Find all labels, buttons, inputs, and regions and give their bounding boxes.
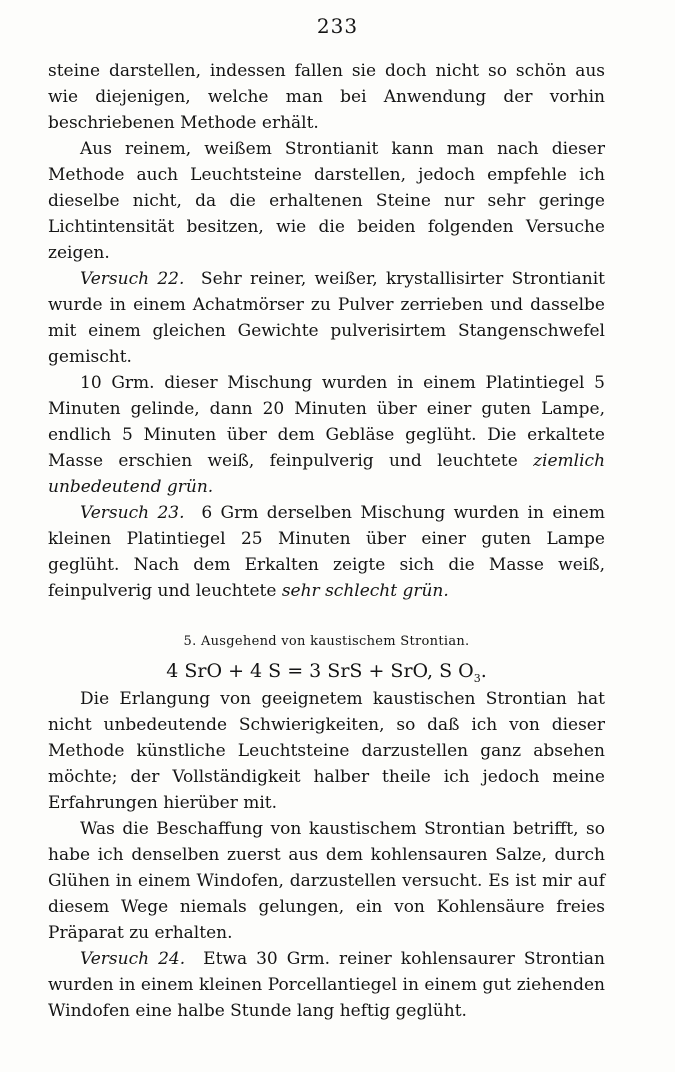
- text-block-upper: [48, 58, 605, 604]
- paragraph-versuch-22: [48, 266, 605, 370]
- paragraph-4-emphasis: ziemlich unbedeutend grün.: [48, 451, 606, 497]
- paragraph-versuch-23: [48, 500, 605, 604]
- experiment-label-24: Versuch 24.: [80, 949, 186, 969]
- paragraph-7: Was die Beschaffung von kaustischem Strontian betrifft, so habe ich denselben zuerst aus dem kohlensauren Salze, durch Glühen in einem Windofen, darzustellen versucht. Es ist mir auf diesem Wege niemals gelungen, ein von Kohlensäure freies Präparat zu erhalten.: [48, 819, 605, 943]
- paragraph-2: Aus reinem, weißem Strontianit kann man nach dieser Methode auch Leuchtsteine darstellen, jedoch empfehle ich dieselbe nicht, da die erhaltenen Steine nur sehr geringe Lichtintensität besitzen, wie die beiden folgenden Versuche zeigen.: [48, 139, 605, 263]
- paragraph-6: Die Erlangung von geeignetem kaustischen Strontian hat nicht unbedeutende Schwierigkeiten, so daß ich von dieser Methode künstliche Leuchtsteine darzustellen ganz absehen möchte; der Vollständigkeit halber theile ich jedoch meine Erfahrungen hierüber mit.: [48, 689, 605, 813]
- equation-subscript: 3: [473, 671, 481, 685]
- experiment-text-24: Etwa 30 Grm. reiner kohlensaurer Strontian wurden in einem kleinen Porcellantiegel in einem gut ziehenden Windofen eine halbe Stunde lang heftig geglüht.: [48, 949, 605, 1021]
- section-heading: 5. Ausgehend von kaustischem Strontian.: [183, 634, 470, 649]
- paragraph-1: steine darstellen, indessen fallen sie doch nicht so schön aus wie diejenigen, welche man bei Anwendung der vorhin beschriebenen Methode erhält.: [48, 61, 605, 133]
- equation-end: .: [480, 660, 487, 682]
- experiment-label-22: Versuch 22.: [80, 269, 185, 289]
- paragraph-versuch-24: [48, 946, 605, 1024]
- experiment-text-23: 6 Grm derselben Mischung wurden in einem kleinen Platintiegel 25 Minuten über einer guten Lampe geglüht. Nach dem Erkalten zeigte sich die Masse weiß, feinpulverig und leuchtete: [48, 503, 605, 601]
- equation-main: 4 SrO + 4 S = 3 SrS + SrO, S O: [166, 660, 474, 682]
- experiment-emphasis-23: sehr schlecht grün.: [281, 581, 449, 601]
- paragraph-4-text: 10 Grm. dieser Mischung wurden in einem Platintiegel 5 Minuten gelinde, dann 20 Minuten über einer guten Lampe, endlich 5 Minuten über dem Gebläse geglüht. Die erkaltete Masse erschien weiß, feinpulverig und leuchtete: [48, 373, 605, 471]
- paragraph-4: [48, 370, 605, 500]
- chemical-equation: [48, 658, 605, 684]
- text-block-lower: [48, 632, 605, 1024]
- page-number: 233: [316, 14, 359, 38]
- experiment-label-23: Versuch 23.: [80, 503, 185, 523]
- experiment-text-22: Sehr reiner, weißer, krystallisirter Strontianit wurde in einem Achatmörser zu Pulver zerrieben und dasselbe mit einem gleichen Gewichte pulverisirtem Stangenschwefel gemischt.: [48, 269, 605, 367]
